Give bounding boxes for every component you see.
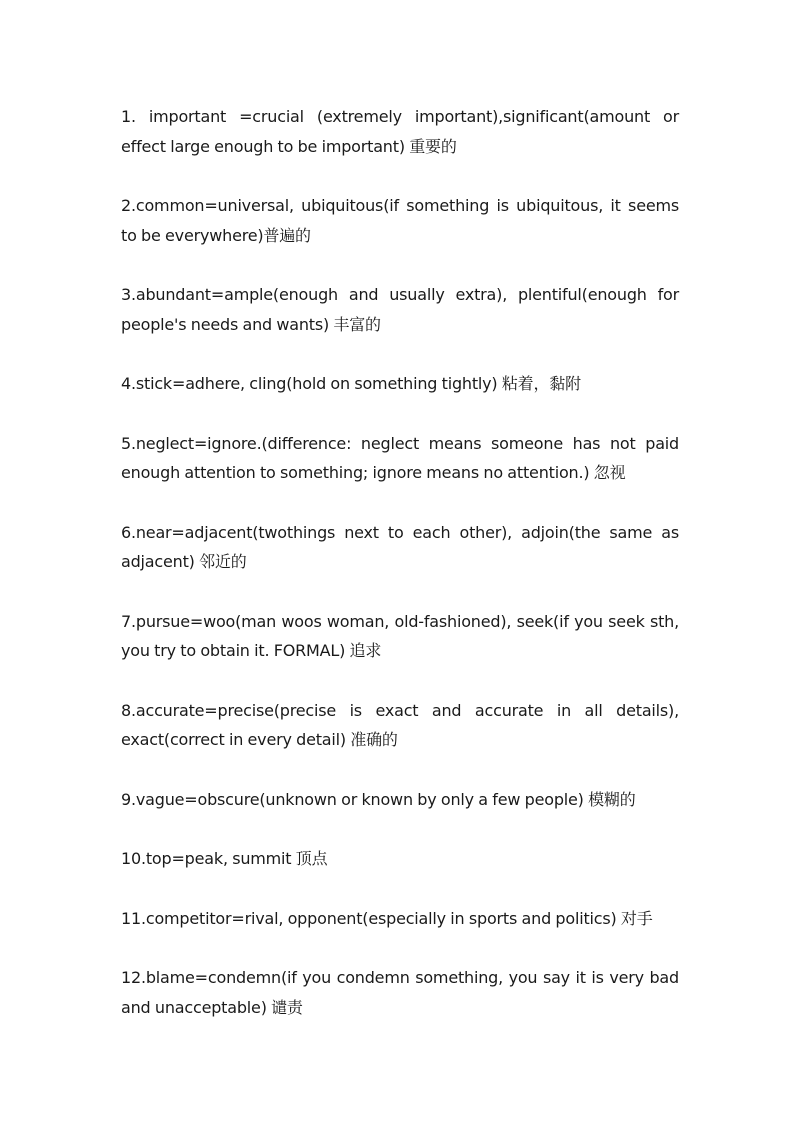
vocab-entry-3: 3.abundant=ample(enough and usually extra), plentiful(enough for people's needs and wants) 丰富的	[121, 285, 679, 334]
vocab-entry-7: 7.pursue=woo(man woos woman, old-fashioned), seek(if you seek sth, you try to obtain it. FORMAL) 追求	[121, 611, 679, 660]
vocab-entry-10: 10.top=peak, summit 顶点	[121, 849, 328, 868]
vocab-entry-11: 11.competitor=rival, opponent(especially in sports and politics) 对手	[121, 908, 653, 928]
vocab-entry-12: 12.blame=condemn(if you condemn something, you say it is very bad and unacceptable) 谴责	[121, 968, 679, 1017]
vocab-entry-4: 4.stick=adhere, cling(hold on something tightly) 粘着，黏附	[121, 374, 581, 393]
document-page	[121, 102, 679, 1052]
vocab-entry-1: 1. important =crucial (extremely important),significant(amount or effect large enough to be important) 重要的	[121, 107, 679, 156]
vocab-entry-8: 8.accurate=precise(precise is exact and accurate in all details), exact(correct in every detail) 准确的	[121, 700, 679, 749]
vocab-entry-2: 2.common=universal, ubiquitous(if something is ubiquitous, it seems to be everywhere)普遍的	[121, 196, 679, 245]
vocab-entry-5: 5.neglect=ignore.(difference: neglect means someone has not paid enough attention to something; ignore means no attention.) 忽视	[121, 433, 679, 482]
vocab-entry-6: 6.near=adjacent(twothings next to each other), adjoin(the same as adjacent) 邻近的	[121, 522, 679, 571]
vocab-entry-9: 9.vague=obscure(unknown or known by only a few people) 模糊的	[121, 789, 636, 809]
